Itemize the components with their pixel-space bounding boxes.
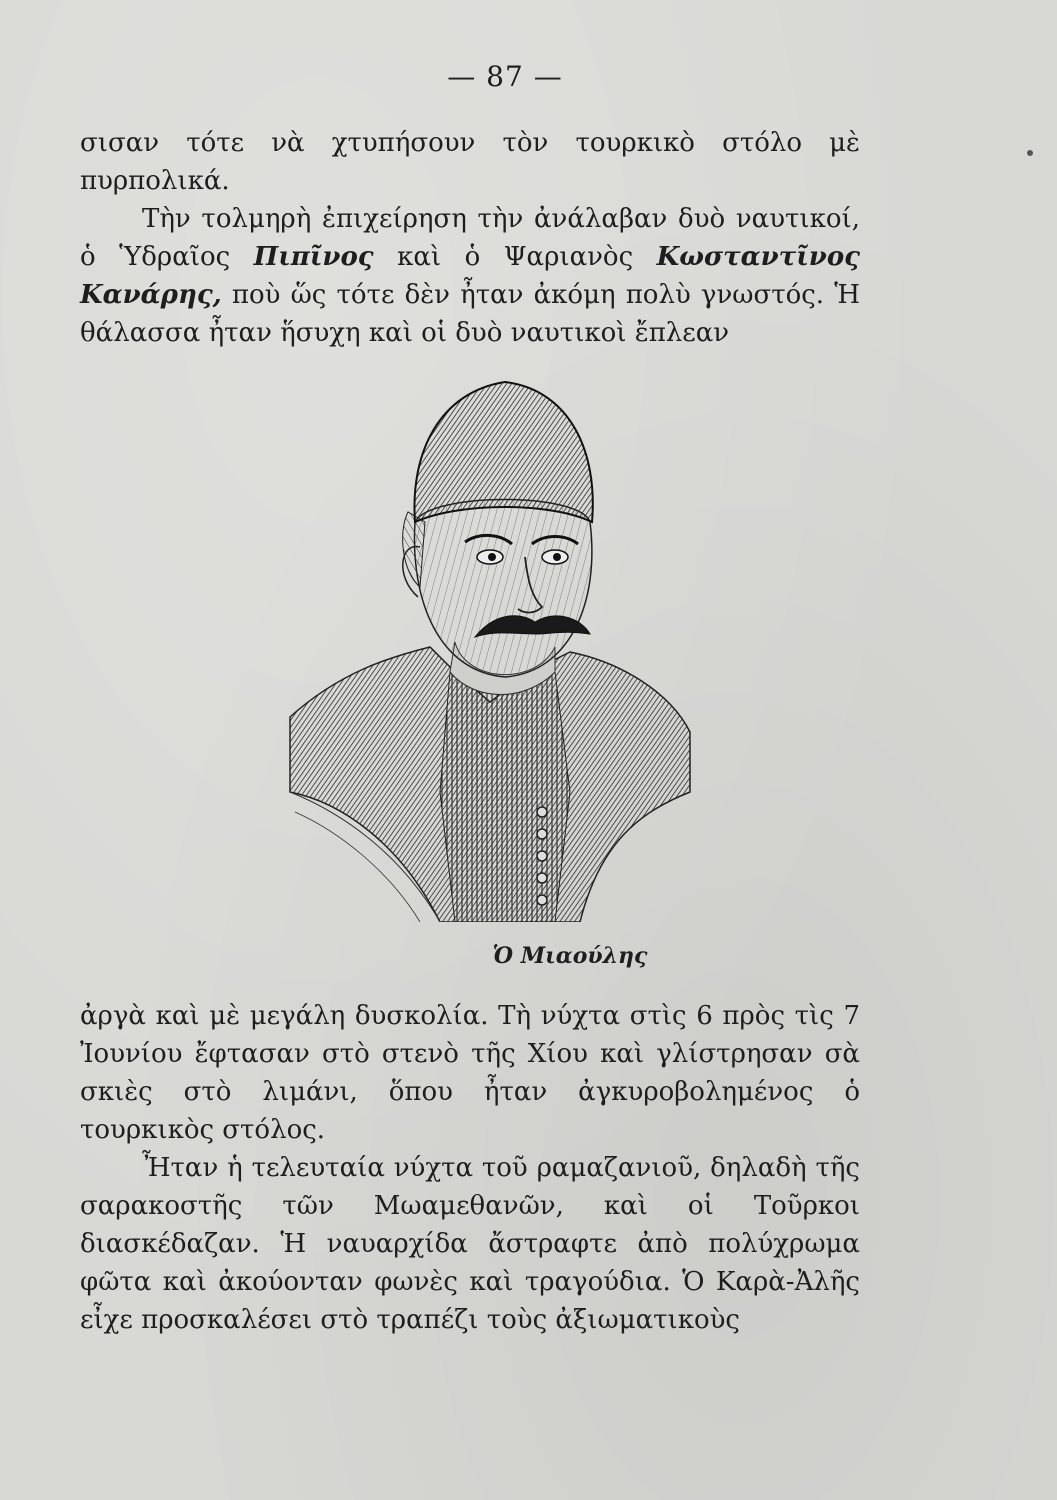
bottom-text-block [80,997,860,1339]
name-kanaris: Κωσταντῖνος Κανάρης, [80,242,860,310]
print-speck [1027,150,1033,156]
text-span: ποὺ ὥς τότε δὲν ἦταν ἀκόμη πολὺ γνωστός. Ἡ θάλασσα ἦταν ἥσυχη καὶ οἱ δυὸ ναυτικοὶ ἔπλεαν [80,280,861,348]
figure-caption: Ὁ Μιαούλης [492,943,648,969]
portrait-engraving [280,372,700,922]
paragraph: Ἦταν ἡ τελευταία νύχτα τοῦ ραμαζανιοῦ, δηλαδὴ τῆς σαρακοστῆς τῶν Μωαμεθανῶν, καὶ οἱ Τοῦρκοι διασκέδαζαν. Ἡ ναυαρχίδα ἄστραφτε ἀπὸ πολύχρωμα φῶτα καὶ ἀκούονταν φωνὲς καὶ τραγούδια. Ὁ Καρὰ-Ἀλῆς εἶχε προσκαλέσει στὸ τραπέζι τοὺς ἀξιωματικοὺς [80,1153,860,1335]
fez-hat [414,382,592,522]
face [414,500,591,678]
paragraph: ἀργὰ καὶ μὲ μεγάλη δυσκολία. Τὴ νύχτα στὶς 6 πρὸς τὶς 7 Ἰουνίου ἔφτασαν στὸ στενὸ τῆς Χίου καὶ γλίστρησαν σὰ σκιὲς στὸ λιμάνι, ὅπου ἦταν ἀγκυροβολημένος ὁ τουρκικὸς στόλος. [80,1001,860,1145]
paragraph: σισαν τότε νὰ χτυπήσουν τὸν τουρκικὸ στόλο μὲ πυρπολικά. [80,128,860,196]
page-number: — 87 — [447,60,563,93]
name-pipinos: Πιπῖνος [253,242,374,272]
text-span: καὶ ὁ Ψαριανὸς [397,242,634,272]
shirt [440,672,570,922]
text-span: Τὴν τολμηρὴ ἐπιχείρηση τὴν ἀνάλαβαν δυὸ ναυτικοί, ὁ Ὑδραῖος [80,204,860,272]
paragraph [80,200,860,352]
top-text-block [80,124,860,352]
